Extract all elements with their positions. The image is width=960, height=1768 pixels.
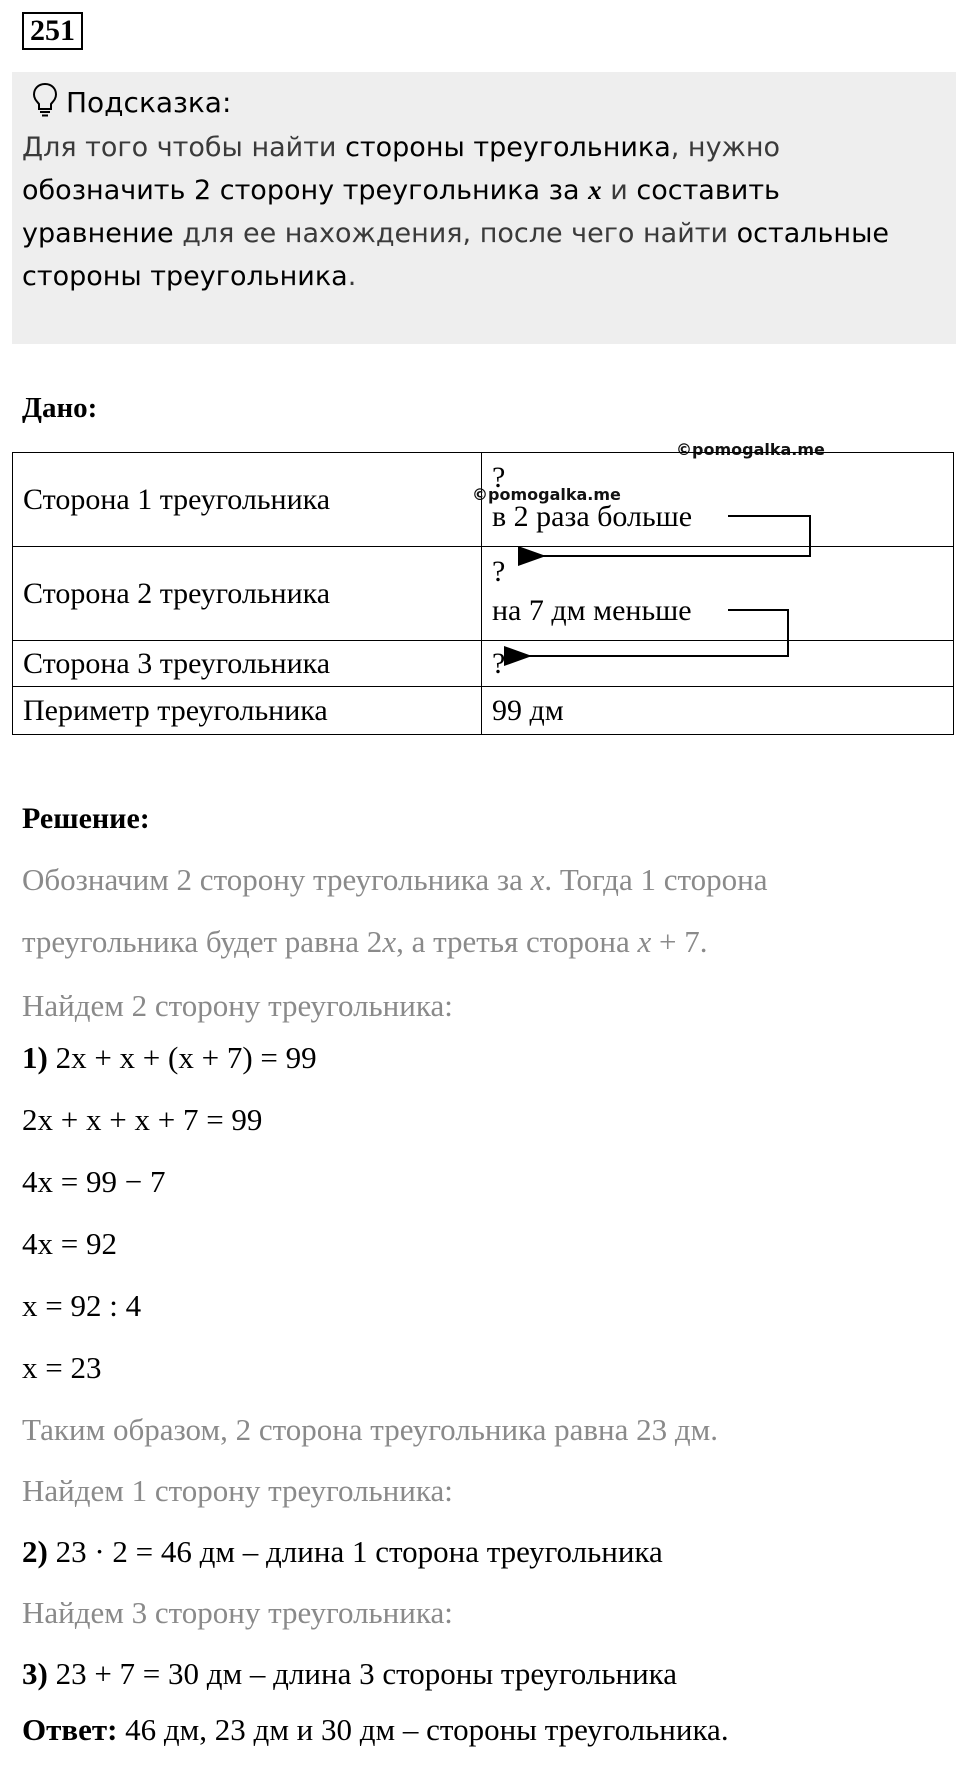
side2-value: ? на 7 дм меньше [482,547,954,641]
solution-intro-line2: треугольника будет равна 2x, а третья сторона x + 7. [22,924,708,959]
table-row [13,641,954,687]
table-row [13,547,954,641]
side3-value: ? [482,641,954,687]
hint-header [32,82,231,123]
equation-2: 2x + x + x + 7 = 99 [22,1102,263,1137]
solution-title: Решение: [22,802,150,835]
equation-3: 4x = 99 − 7 [22,1164,166,1199]
equation-6: x = 23 [22,1350,102,1385]
step-2: 2) 23 · 2 = 46 дм – длина 1 сторона треугольника [22,1534,663,1569]
find-side2-text: Найдем 2 сторону треугольника: [22,988,453,1023]
side1-label: Сторона 1 треугольника [13,453,482,547]
side2-label: Сторона 2 треугольника [13,547,482,641]
lightbulb-icon [32,82,58,123]
side3-label: Сторона 3 треугольника [13,641,482,687]
perimeter-value: 99 дм [482,687,954,735]
given-title: Дано: [22,392,98,424]
hint-text: Для того чтобы найти стороны треугольника, нужно обозначить 2 сторону треугольника за x и составить уравнение для ее нахождения, после чего найти остальные стороны треугольника. [22,132,890,292]
watermark: ©pomogalka.me [472,485,621,504]
watermark: ©pomogalka.me [676,440,825,459]
hint-box [12,72,956,344]
answer: Ответ: 46 дм, 23 дм и 30 дм – стороны треугольника. [22,1712,729,1747]
solution-intro-line1: Обозначим 2 сторону треугольника за x. Тогда 1 сторона [22,862,768,897]
equation-5: x = 92 : 4 [22,1288,142,1323]
find-side1-text: Найдем 1 сторону треугольника: [22,1473,453,1508]
side1-value: ? в 2 раза больше [482,453,954,547]
equation-4: 4x = 92 [22,1226,117,1261]
task-number: 251 [22,12,83,50]
step-3: 3) 23 + 7 = 30 дм – длина 3 стороны треугольника [22,1656,678,1691]
result-side2: Таким образом, 2 сторона треугольника равна 23 дм. [22,1412,719,1447]
perimeter-label: Периметр треугольника [13,687,482,735]
table-row [13,687,954,735]
find-side3-text: Найдем 3 сторону треугольника: [22,1595,453,1630]
hint-title: Подсказка: [66,86,232,119]
equation-1: 1) 2x + x + (x + 7) = 99 [22,1040,317,1075]
